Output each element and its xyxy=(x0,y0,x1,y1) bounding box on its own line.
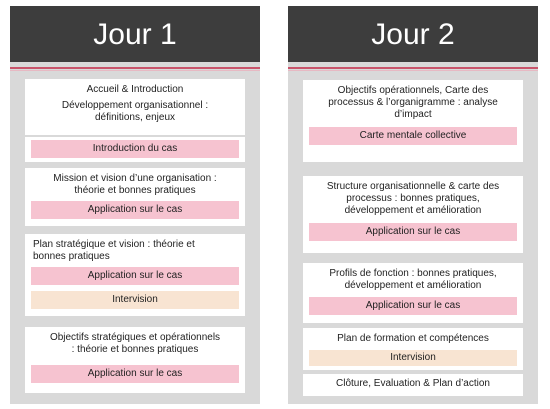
day-column-2 xyxy=(288,6,538,404)
session-card xyxy=(303,263,523,323)
session-text: processus : bonnes pratiques, xyxy=(346,193,480,204)
session-text: Accueil & Introduction xyxy=(86,84,184,95)
activity-tag: Application sur le cas xyxy=(31,201,239,219)
accent-divider xyxy=(288,67,538,69)
session-text: : théorie et bonnes pratiques xyxy=(71,344,199,355)
session-card xyxy=(303,176,523,253)
session-card xyxy=(25,168,245,226)
session-text: Plan de formation et compétences xyxy=(337,333,489,344)
accent-divider xyxy=(10,67,260,69)
accent-divider-thin xyxy=(288,70,538,71)
session-text: Mission et vision d’une organisation : xyxy=(53,173,217,184)
session-text: Plan stratégique et vision : théorie et xyxy=(33,239,195,250)
activity-tag: Introduction du cas xyxy=(31,140,239,158)
session-card xyxy=(25,327,245,393)
activity-tag: Intervision xyxy=(309,350,517,366)
session-card xyxy=(25,79,245,135)
session-text: Profils de fonction : bonnes pratiques, xyxy=(329,268,497,279)
session-text: définitions, enjeux xyxy=(94,112,176,123)
session-card xyxy=(303,80,523,162)
activity-tag: Application sur le cas xyxy=(31,365,239,383)
session-text: processus & l’organigramme : analyse xyxy=(328,97,498,108)
activity-tag: Application sur le cas xyxy=(309,297,517,315)
session-card xyxy=(303,328,523,370)
activity-tag: Application sur le cas xyxy=(309,223,517,241)
session-card xyxy=(25,137,245,162)
session-card xyxy=(303,374,523,396)
activity-tag: Intervision xyxy=(31,291,239,309)
session-text: développement et amélioration xyxy=(344,280,482,291)
session-text: Développement organisationnel : xyxy=(61,100,209,111)
activity-tag: Carte mentale collective xyxy=(309,127,517,145)
session-text: développement et amélioration xyxy=(344,205,482,216)
day-column-1 xyxy=(10,6,260,404)
session-text: bonnes pratiques xyxy=(33,251,110,262)
session-text: Objectifs stratégiques et opérationnels xyxy=(49,332,221,343)
session-text: Clôture, Evaluation & Plan d’action xyxy=(336,378,490,389)
session-card xyxy=(25,234,245,316)
day-title: Jour 2 xyxy=(288,6,538,62)
day-title: Jour 1 xyxy=(10,6,260,62)
session-text: théorie et bonnes pratiques xyxy=(74,185,196,196)
activity-tag: Application sur le cas xyxy=(31,267,239,285)
accent-divider-thin xyxy=(10,70,260,71)
session-text: Structure organisationnelle & carte des xyxy=(326,181,500,192)
session-text: d’impact xyxy=(394,109,432,120)
session-text: Objectifs opérationnels, Carte des xyxy=(337,85,489,96)
